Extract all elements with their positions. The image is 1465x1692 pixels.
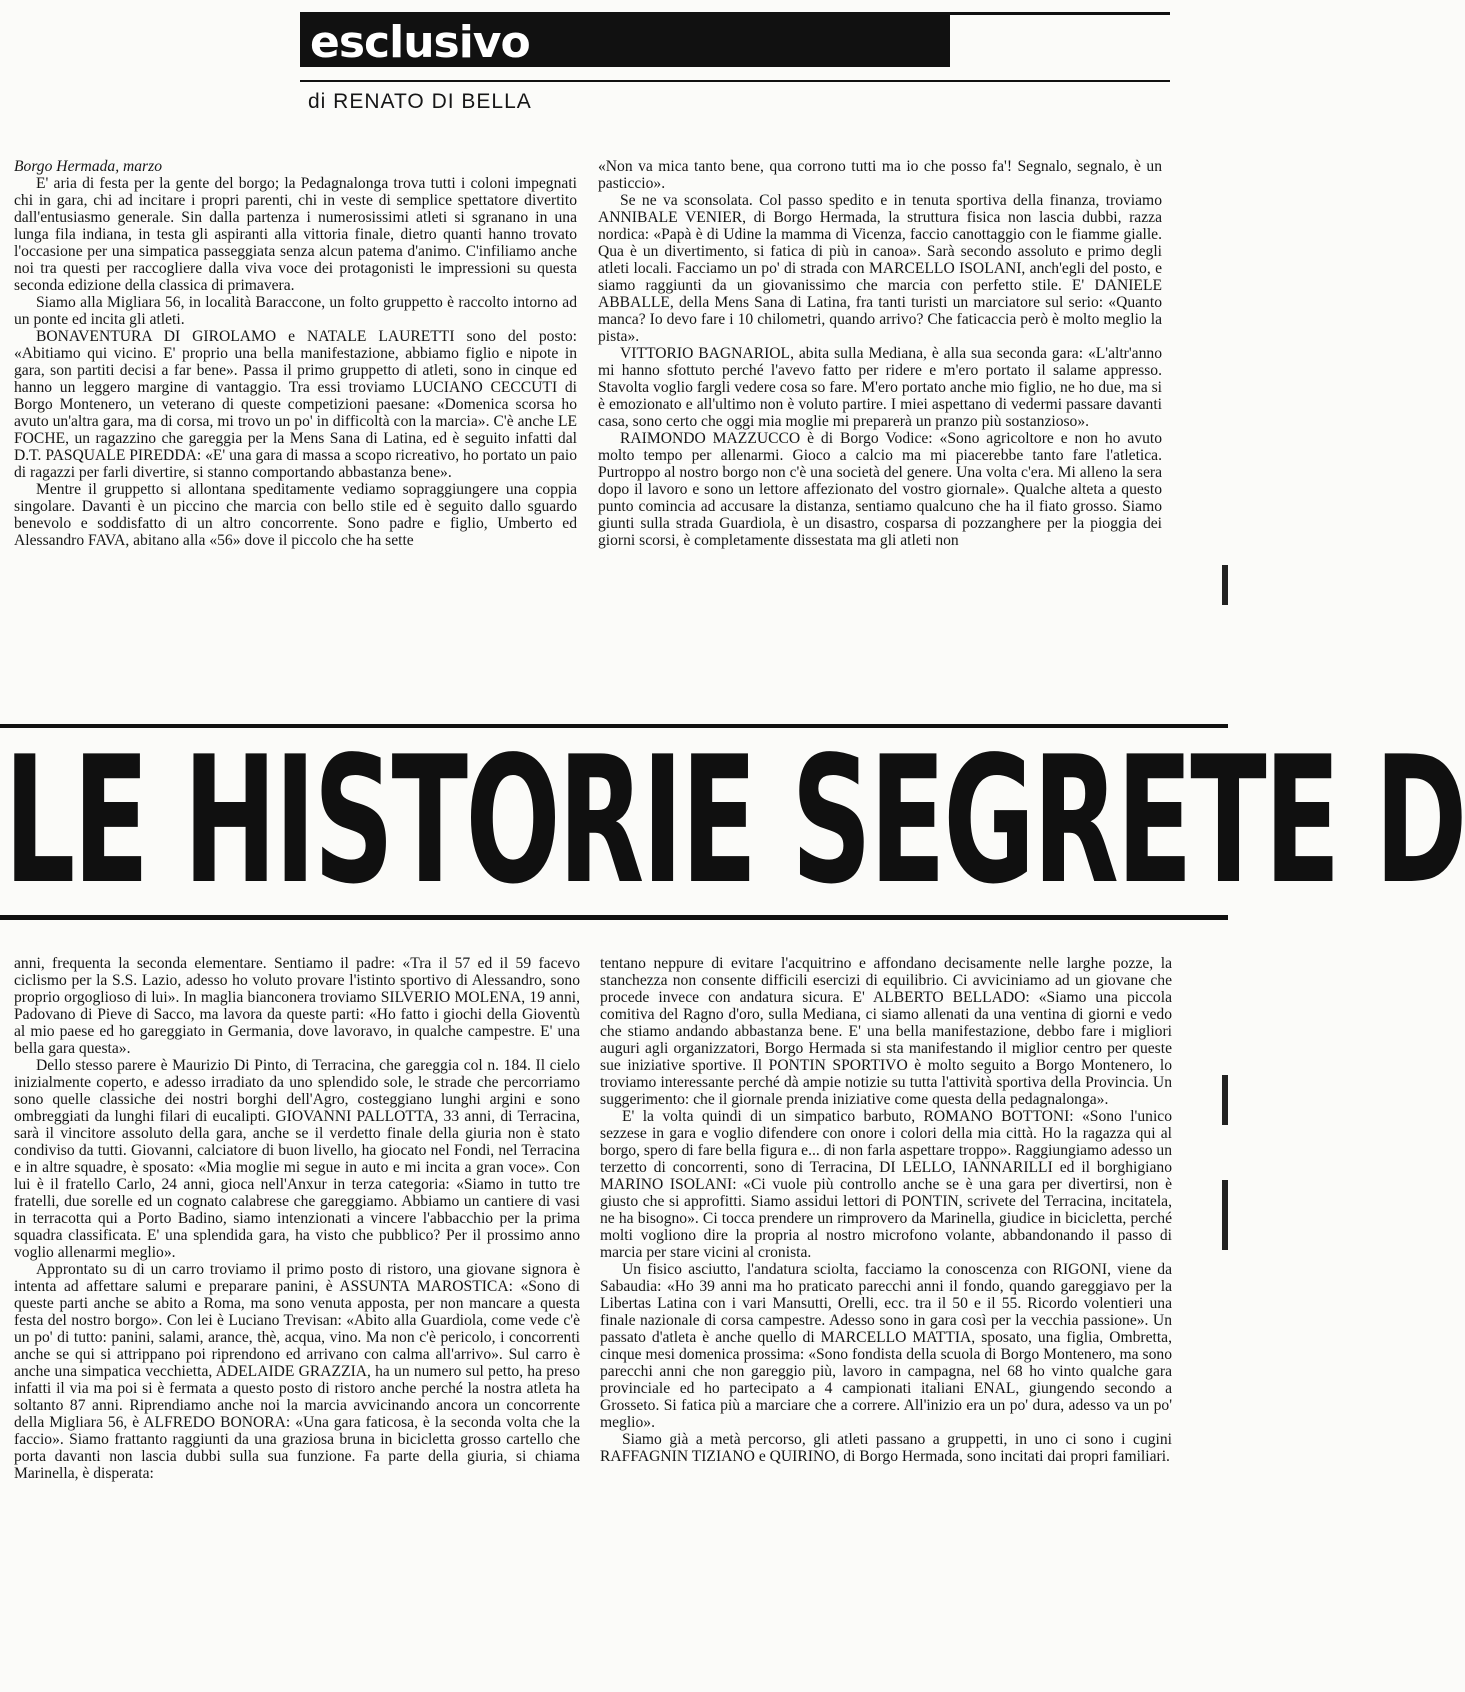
byline: di RENATO DI BELLA (308, 90, 532, 113)
section-banner (300, 12, 1170, 73)
article-column-top-left (14, 158, 577, 549)
paragraph: E' la volta quindi di un simpatico barbuto, ROMANO BOTTONI: «Sono l'unico sezzese in gara e voglio difendere con onore i colori della mia città. Ho la ragazza qui al borgo, spero di fare bella figura e... di non farla aspettare troppo». Raggiungiamo adesso un terzetto di concorrenti, sono di Terracina, DI LELLO, IANNARILLI ed il borghigiano MARINO ISOLANI: «Ci vuole più controllo anche se è una gara per divertirsi, non è giusto che si approfitti. Siamo assidui lettori di PONTIN, scrivete del Terracina, incitatela, ne ha bisogno». Ci tocca prendere un rimprovero da Marinella, giudice in bicicletta, perché molti vogliono dire la propria al nostro microfono volante, abbandonando il passo di marcia per stare vicini al cronista. (600, 1108, 1172, 1261)
paragraph: VITTORIO BAGNARIOL, abita sulla Mediana, è alla sua seconda gara: «L'altr'anno mi hanno sfottuto perché l'avevo fatto per ridere e m'ero portato il salame appresso. Stavolta voglio fargli vedere cosa so fare. M'ero portato anche mio figlio, ne ho due, ma si è emozionato e all'ultimo non è voluto partire. I miei aspettano di vedermi passare davanti casa, sono certo che oggi mia moglie mi preparerà un pranzo più sostanzioso». (598, 345, 1162, 430)
paragraph: BONAVENTURA DI GIROLAMO e NATALE LAURETTI sono del posto: «Abitiamo qui vicino. E' proprio una bella manifestazione, abbiamo figlio e nipote in gara, son partiti decisi a far bene». Passa il primo gruppetto di atleti, sono in cinque ed hanno un leggero margine di vantaggio. Tra essi troviamo LUCIANO CECCUTI di Borgo Montenero, un veterano di queste competizioni paesane: «Domenica scorsa ho avuto un'altra gara, ma di corsa, mi trovo un po' in difficoltà con la marcia». C'è anche LE FOCHE, un ragazzino che gareggia per la Mens Sana di Latina, ed è seguito infatti dal D.T. PASQUALE PIREDDA: «E' una gara di massa a scopo ricreativo, ho portato un paio di ragazzi per farli divertire, si stanno comportando abbastanza bene». (14, 328, 577, 481)
article-column-bottom-left (14, 955, 580, 1482)
section-label: esclusivo (310, 17, 530, 68)
paragraph: Dello stesso parere è Maurizio Di Pinto, di Terracina, che gareggia col n. 184. Il cielo inizialmente coperto, e adesso irradiato da uno splendido sole, le strade che percorriamo sono quelle classiche dei nostri borghi dell'Agro, costeggiano lunghi argini e sono ombreggiati da lunghi filari di eucalipti. GIOVANNI PALLOTTA, 33 anni, di Terracina, sarà il vincitore assoluto della gara, anche se il verdetto finale della giuria non è stato condiviso da tutti. Giovanni, calciatore di buon livello, ha giocato nel Fondi, nel Terracina e in altre squadre, è sposato: «Mia moglie mi segue in auto e mi incita a gran voce». Con lui è il fratello Carlo, 24 anni, gioca nell'Anxur in terza categoria: «Siamo in tutto tre fratelli, due sorelle ed un cognato calabrese che gareggiamo. Abbiamo un cantiere di vasi in terracotta qui a Porto Badino, siamo intenzionati a vincere l'abbacchio per la prima squadra classificata. E' una splendida gara, ha visto che pubblico? Per il prossimo anno voglio allenarmi meglio». (14, 1057, 580, 1261)
paragraph: E' aria di festa per la gente del borgo; la Pedagnalonga trova tutti i coloni impegnati chi in gara, chi ad incitare i propri parenti, chi in veste di semplice spettatore divertito dall'entusiasmo generale. Sin dalla partenza i numerosissimi atleti si sgranano in una lunga fila indiana, in testa gli aspiranti alla vittoria finale, dietro quanti hanno trovato l'occasione per una simpatica passeggiata senza alcun patema d'animo. C'infiliamo anche noi tra questi per raccogliere dalla viva voce dei protagonisti le impressioni su questa seconda edizione della classica di primavera. (14, 175, 577, 294)
paragraph: RAIMONDO MAZZUCCO è di Borgo Vodice: «Sono agricoltore e non ho avuto molto tempo per allenarmi. Gioco a calcio ma mi piacerebbe tanto fare l'atletica. Purtroppo al nostro borgo non c'è una società del genere. Una volta c'era. Mi alleno la sera dopo il lavoro e sono un lettore affezionato del vostro giornale». Qualche alteta a questo punto comincia ad accusare la distanza, sentiamo qualcuno che ha il fiato grosso. Siamo giunti sulla strada Guardiola, è un disastro, cosparsa di pozzanghere per la pioggia dei giorni scorsi, è completamente dissestata ma gli atleti non (598, 430, 1162, 549)
paragraph: Approntato su di un carro troviamo il primo posto di ristoro, una giovane signora è intenta ad affettare salumi e preparare panini, è ASSUNTA MAROSTICA: «Sono di queste parti anche se abito a Roma, ma sono venuta apposta, per non mancare a questa festa del nostro borgo». Con lei è Luciano Trevisan: «Abito alla Guardiola, come vede c'è un po' di tutto: panini, salami, arance, thè, acqua, vino. Ma non c'è pericolo, i concorrenti anche se qui si attrippano poi riprendono ed arrivano con calma all'arrivo». Sul carro è anche una simpatica vecchietta, ADELAIDE GRAZZIA, ha un numero sul petto, ha preso infatti il via ma poi si è fermata a questo posto di ristoro anche perché la nostra atleta ha soltanto 87 anni. Riprendiamo anche noi la marcia avvicinando ancora un concorrente della Migliara 56, è ALFREDO BONORA: «Una gara faticosa, è la seconda volta che la faccio». Siamo frattanto raggiunti da una graziosa bruna in bicicletta grosso cartello che porta davanti non lascia dubbi sulla sua funzione. Fa parte della giuria, si chiama Marinella, è disperata: (14, 1261, 580, 1482)
paragraph: Siamo già a metà percorso, gli atleti passano a gruppetti, in uno ci sono i cugini RAFFAGNIN TIZIANO e QUIRINO, di Borgo Hermada, sono incitati dai propri familiari. (600, 1431, 1172, 1465)
paragraph: «Non va mica tanto bene, qua corrono tutti ma io che posso fa'! Segnalo, segnalo, è un pasticcio». (598, 158, 1162, 192)
paragraph: Mentre il gruppetto si allontana speditamente vediamo sopraggiungere una coppia singolare. Davanti è un piccino che marcia con bello stile ed è seguito dallo sguardo benevolo e soddisfatto di un altro concorrente. Sono padre e figlio, Umberto ed Alessandro FAVA, abitano alla «56» dove il piccolo che ha sette (14, 481, 577, 549)
article-column-top-right (598, 158, 1162, 549)
page-edge-mark (1222, 565, 1228, 605)
paragraph: Se ne va sconsolata. Col passo spedito e in tenuta sportiva della finanza, troviamo ANNIBALE VENIER, di Borgo Hermada, la struttura fisica non lascia dubbi, razza nordica: «Papà è di Udine la mamma di Vicenza, faccio canottaggio con le fiamme gialle. Qua è un divertimento, si fatica di più in canoa». Sarà secondo assoluto e primo degli atleti locali. Facciamo un po' di strada con MARCELLO ISOLANI, anch'egli del posto, e siamo raggiunti da un giovanissimo che marcia con perfetto stile. E' DANIELE ABBALLE, della Mens Sana di Latina, fra tanti turisti un marciatore sul serio: «Quanto manca? Io devo fare i 10 chilometri, quando arrivo? Che faticaccia però è molto meglio la pista». (598, 192, 1162, 345)
page-edge-mark (1222, 1075, 1228, 1125)
byline-rule (300, 80, 1170, 82)
article-column-bottom-right (600, 955, 1172, 1465)
paragraph: anni, frequenta la seconda elementare. Sentiamo il padre: «Tra il 57 ed il 59 facevo ciclismo per la S.S. Lazio, adesso ho voluto provare l'istinto sportivo di Alessandro, sono proprio orgoglioso di lui». In maglia bianconera troviamo SILVERIO MOLENA, 19 anni, Padovano di Pieve di Sacco, ma lavora da queste parti: «Ho fatto i giochi della Gioventù al mio paese ed ho gareggiato in Germania, dove lavoravo, in qualche campestre. E' una bella gara questa». (14, 955, 580, 1057)
dateline: Borgo Hermada, marzo (14, 158, 162, 175)
paragraph: Un fisico asciutto, l'andatura sciolta, facciamo la conoscenza con RIGONI, viene da Sabaudia: «Ho 39 anni ma ho praticato parecchi anni il fondo, quando gareggiavo per la Libertas Latina con i vari Mansutti, Orelli, ecc. tra il 50 e il 55. Ricordo volentieri una finale nazionale di corsa campestre. Adesso sono in gara così per la vecchia passione». Un passato d'atleta è anche quello di MARCELLO MATTIA, sposato, una figlia, Ombretta, cinque mesi domenica prossima: «Sono fondista della scuola di Borgo Montenero, ma sono parecchi anni che non gareggio più, lavoro in campagna, nel 68 ho vinto qualche gara provinciale ed ho partecipato a 4 campionati italiani ENAL, giungendo secondo a Grosseto. Si fatica più a marciare che a correre. All'inizio era un po' dura, adesso va un po' meglio». (600, 1261, 1172, 1431)
page-edge-mark (1222, 1180, 1228, 1250)
paragraph: Siamo alla Migliara 56, in località Baraccone, un folto gruppetto è raccolto intorno ad un ponte ed incita gli atleti. (14, 294, 577, 328)
paragraph: tentano neppure di evitare l'acquitrino e affondano decisamente nelle larghe pozze, la stanchezza non consente difficili esercizi di equilibrio. Ci avviciniamo ad un giovane che procede invece con andatura sicura. E' ALBERTO BELLADO: «Siamo una piccola comitiva del Ragno d'oro, sulla Mediana, ci siamo allenati da una ventina di giorni e vedo che stiamo andando abbastanza bene. E' una bella manifestazione, debbo fare i migliori auguri agli organizzatori, Borgo Hermada si sta manifestando il miglior centro per queste sue iniziative sportive. Il PONTIN SPORTIVO è molto seguito a Borgo Montenero, lo troviamo interessante perché dà ampie notizie su tutta l'attività sportiva della Provincia. Un suggerimento: che il giornale prenda iniziative come questa della pedagnalonga». (600, 955, 1172, 1108)
headline: LE HISTORIE SEGRETE D (4, 720, 1465, 923)
headline-band (0, 720, 1465, 923)
